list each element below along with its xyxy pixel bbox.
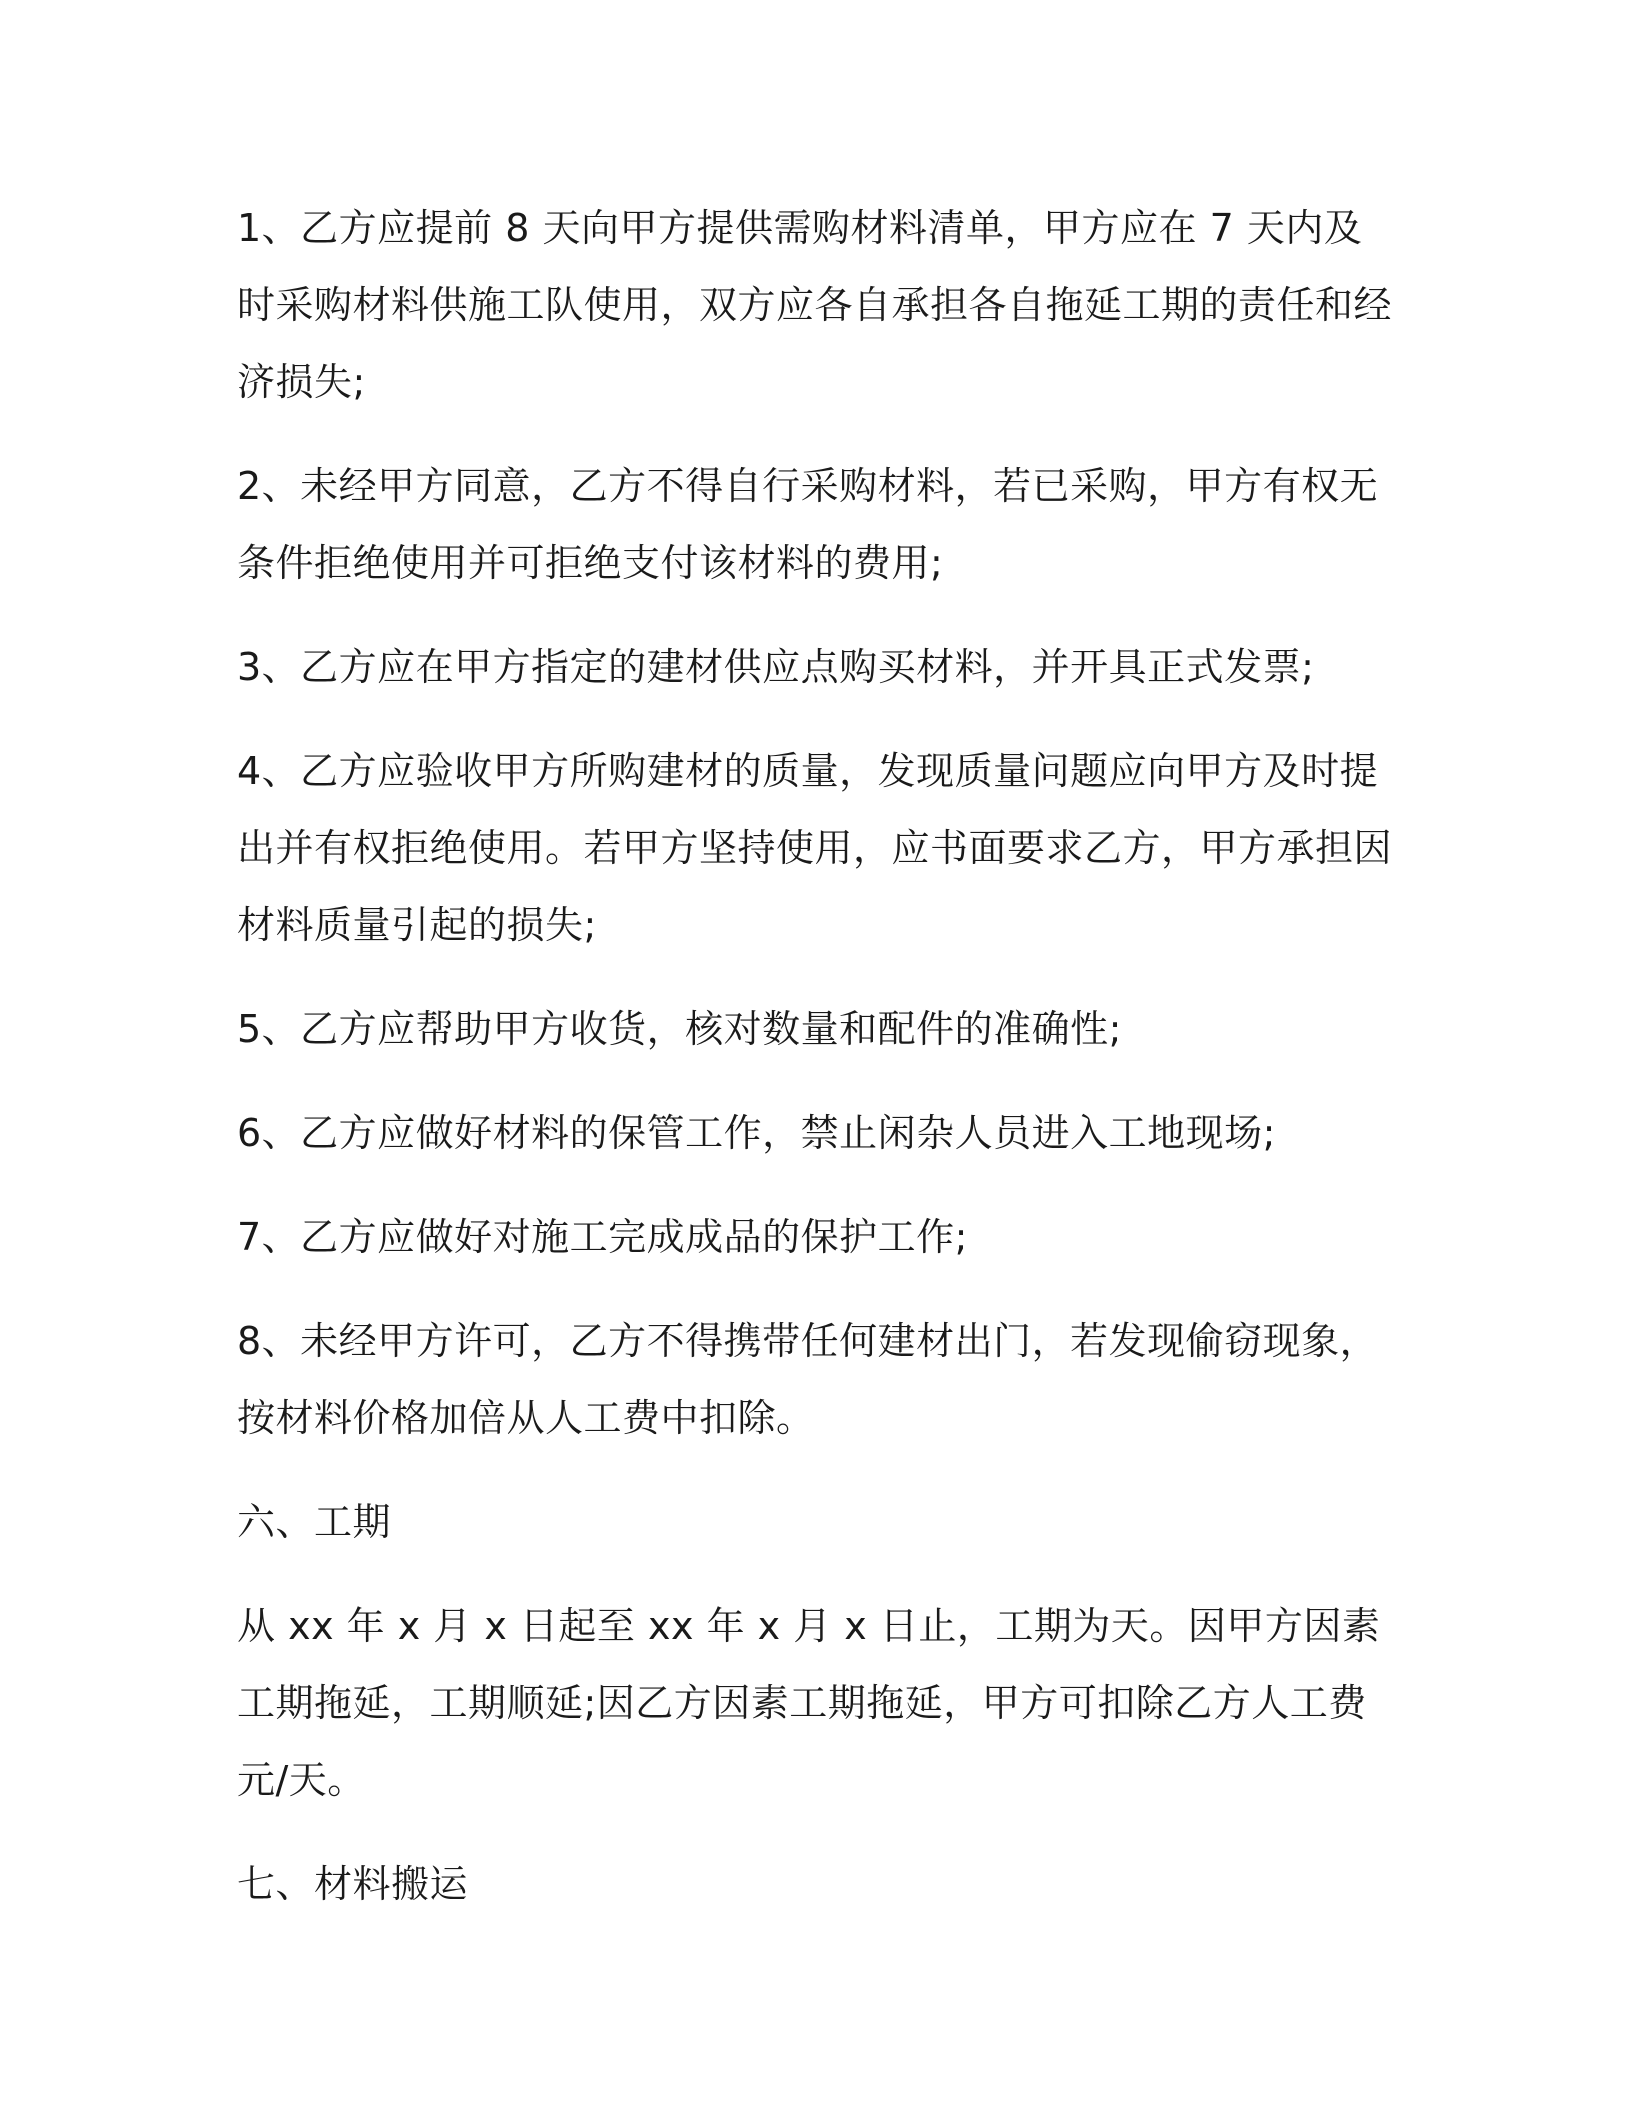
clause-3: 3、乙方应在甲方指定的建材供应点购买材料，并开具正式发票; bbox=[237, 645, 1315, 689]
clause-5: 5、乙方应帮助甲方收货，核对数量和配件的准确性; bbox=[237, 1007, 1122, 1051]
clause-7: 7、乙方应做好对施工完成成品的保护工作; bbox=[237, 1215, 968, 1259]
document-body bbox=[237, 190, 1397, 1950]
schedule-clause: 从 xx 年 x 月 x 日起至 xx 年 x 月 x 日止，工期为天。因甲方因素工期拖延，工期顺延;因乙方因素工期拖延，甲方可扣除乙方人工费元/天。 bbox=[237, 1604, 1381, 1802]
section-heading-material-transport: 七、材料搬运 bbox=[237, 1862, 469, 1906]
clause-4: 4、乙方应验收甲方所购建材的质量，发现质量问题应向甲方及时提出并有权拒绝使用。若甲方坚持使用，应书面要求乙方，甲方承担因材料质量引起的损失; bbox=[237, 749, 1393, 947]
section-heading-schedule: 六、工期 bbox=[237, 1500, 392, 1544]
clause-1: 1、乙方应提前 8 天向甲方提供需购材料清单，甲方应在 7 天内及时采购材料供施工队使用，双方应各自承担各自拖延工期的责任和经济损失; bbox=[237, 206, 1393, 404]
clause-8: 8、未经甲方许可，乙方不得携带任何建材出门，若发现偷窃现象，按材料价格加倍从人工费中扣除。 bbox=[237, 1319, 1379, 1440]
clause-6: 6、乙方应做好材料的保管工作，禁止闲杂人员进入工地现场; bbox=[237, 1111, 1276, 1155]
clause-2: 2、未经甲方同意，乙方不得自行采购材料，若已采购，甲方有权无条件拒绝使用并可拒绝支付该材料的费用; bbox=[237, 464, 1379, 585]
